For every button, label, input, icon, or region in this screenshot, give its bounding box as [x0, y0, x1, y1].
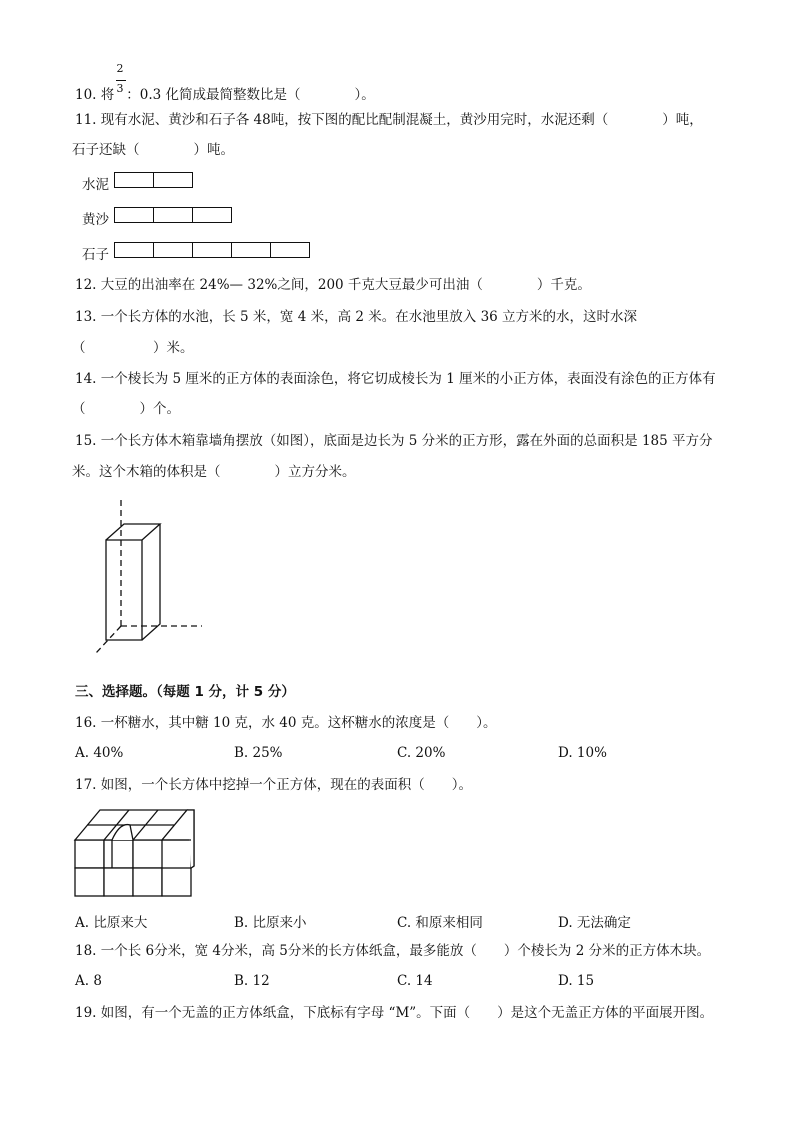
- q17-option-b[interactable]: B. 比原来小: [234, 915, 307, 931]
- question-13-line2: （ ）米。: [72, 340, 194, 356]
- question-14-line1: 14. 一个棱长为 5 厘米的正方体的表面涂色，将它切成棱长为 1 厘米的小正方体，表面没有涂色的正方体有: [75, 371, 716, 387]
- question-13-line1: 13. 一个长方体的水池，长 5 米，宽 4 米，高 2 米。在水池里放入 36 立方米的水，这时水深: [75, 309, 638, 325]
- question-19: 19. 如图，有一个无盖的正方体纸盒，下底标有字母 “M”。下面（ ）是这个无盖正方体的平面展开图。: [75, 1005, 714, 1021]
- bar-label-sand: 黄沙: [82, 212, 109, 228]
- fraction-numerator: 2: [116, 62, 124, 75]
- box-in-corner-figure: [92, 498, 207, 658]
- bar-cell: [114, 207, 154, 223]
- cuboid-with-cube-removed-figure: [72, 806, 198, 900]
- q10-prefix: 10. 将: [75, 87, 115, 103]
- q18-option-d[interactable]: D. 15: [558, 973, 595, 989]
- bar-cell: [231, 242, 271, 258]
- section-3-heading: 三、选择题。（每题 1 分，计 5 分）: [75, 684, 295, 700]
- question-17: 17. 如图，一个长方体中挖掉一个正方体，现在的表面积（ ）。: [75, 777, 473, 793]
- question-11-line2: 石子还缺（ ）吨。: [72, 142, 234, 158]
- bar-cell: [114, 242, 154, 258]
- bar-cell: [153, 172, 193, 188]
- bar-label-stone: 石子: [82, 247, 109, 263]
- q17-option-a[interactable]: A. 比原来大: [75, 915, 148, 931]
- bar-cell: [270, 242, 310, 258]
- bar-cell: [192, 207, 232, 223]
- q10-rest: ：0.3 化简成最简整数比是（ ）。: [126, 87, 375, 103]
- q17-option-d[interactable]: D. 无法确定: [558, 915, 631, 931]
- question-10: [75, 86, 375, 104]
- q16-option-a[interactable]: A. 40%: [75, 745, 124, 761]
- bar-cement: [114, 172, 193, 188]
- question-11-line1: 11. 现有水泥、黄沙和石子各 48吨，按下图的配比配制混凝土，黄沙用完时，水泥还剩（ ）吨，: [75, 112, 703, 128]
- fraction-denominator: 3: [116, 82, 124, 95]
- bar-sand: [114, 207, 232, 223]
- bar-label-cement: 水泥: [82, 177, 109, 193]
- question-15-line2: 米。这个木箱的体积是（ ）立方分米。: [72, 464, 356, 480]
- q18-option-c[interactable]: C. 14: [397, 973, 433, 989]
- q18-option-a[interactable]: A. 8: [75, 973, 102, 989]
- bar-cell: [192, 242, 232, 258]
- question-16: 16. 一杯糖水，其中糖 10 克，水 40 克。这杯糖水的浓度是（ ）。: [75, 715, 497, 731]
- question-15-line1: 15. 一个长方体木箱靠墙角摆放（如图），底面是边长为 5 分米的正方形，露在外面的总面积是 185 平方分: [75, 433, 713, 449]
- bar-cell: [153, 242, 193, 258]
- q16-option-c[interactable]: C. 20%: [397, 745, 446, 761]
- q16-option-b[interactable]: B. 25%: [234, 745, 283, 761]
- q16-option-d[interactable]: D. 10%: [558, 745, 607, 761]
- q18-option-b[interactable]: B. 12: [234, 973, 270, 989]
- q17-option-c[interactable]: C. 和原来相同: [397, 915, 483, 931]
- question-18: 18. 一个长 6分米，宽 4分米，高 5分米的长方体纸盒，最多能放（ ）个棱长为 2 分米的正方体木块。: [75, 943, 711, 959]
- bar-stone: [114, 242, 310, 258]
- bar-cell: [153, 207, 193, 223]
- question-14-line2: （ ）个。: [72, 401, 180, 417]
- question-12: 12. 大豆的出油率在 24%— 32%之间，200 千克大豆最少可出油（ ）千克。: [75, 277, 591, 293]
- fraction-bar: [116, 80, 126, 81]
- bar-cell: [114, 172, 154, 188]
